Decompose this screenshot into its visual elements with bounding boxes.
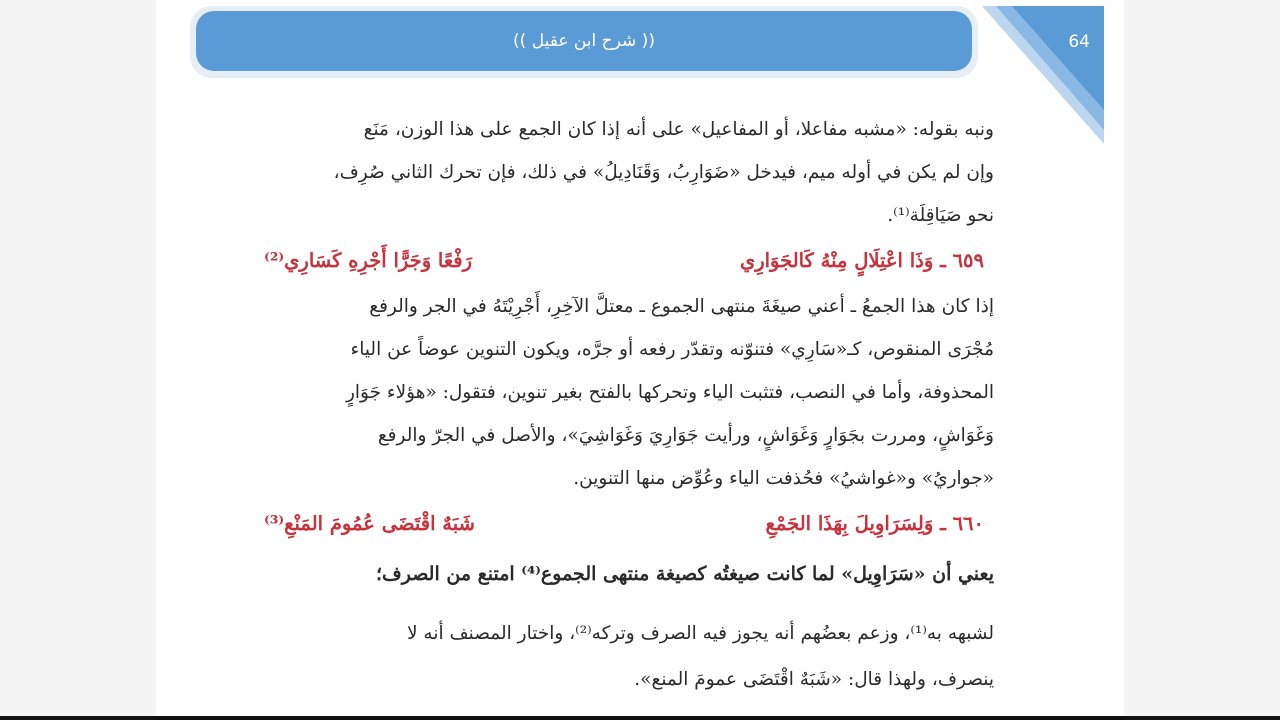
corner-decoration (982, 6, 1104, 144)
text-line-cut: ينصرف، ولهذا قال: «شَبَهٌ اقْتَضَى عمومَ المنع». (634, 669, 994, 690)
verse-second-hemistich: شَبَهٌ اقْتَضَى عُمُومَ المَنْعِ⁽³⁾ (264, 512, 475, 535)
verse-second-hemistich: رَفْعًا وَجَرًّا أَجْرِهِ كَسَارِي⁽²⁾ (264, 249, 473, 272)
book-title: (( شرح ابن عقيل )) (513, 31, 655, 51)
text-line: لشبهه به⁽¹⁾، وزعم بعضُهم أنه يجوز فيه الصرف وتركه⁽²⁾، واختار المصنف أنه لا (407, 623, 994, 644)
document-page (156, 0, 1124, 716)
commentary-line: يعني أن «سَرَاوِيل» لما كانت صيغتُه كصيغة منتهى الجموع⁽⁴⁾ امتنع من الصرف؛ (375, 563, 994, 585)
verse-first-hemistich: ٦٥٩ ـ وَذَا اعْتِلَالٍ مِنْهُ كَالجَوَارِي (739, 249, 984, 272)
text-line: إذا كان هذا الجمعُ ـ أعني صيغَةَ منتهى الجموع ـ معتلَّ الآخِرِ، أَجْرِيْتَهُ في الجر والرفع (369, 296, 994, 317)
verse-first-hemistich: ٦٦٠ ـ وَلِسَرَاوِيلَ بِهَذَا الجَمْعِ (765, 512, 984, 535)
text-line: «جواريُ» و«غواشيُ» فحُذفت الياء وعُوِّض منها التنوين. (573, 468, 994, 489)
text-line: ونبه بقوله: «مشبه مفاعلا، أو المفاعيل» على أنه إذا كان الجمع على هذا الوزن، مَنَع (363, 119, 994, 140)
verse-660 (264, 500, 994, 548)
header-banner (196, 11, 972, 71)
verse-659 (264, 237, 994, 285)
text-line: وإن لم يكن في أوله ميم، فيدخل «ضَوَارِبُ، وَقَنَادِيلُ» في ذلك، فإن تحرك الثاني صُرِف، (333, 162, 994, 183)
text-line: نحو صَيَاقِلَة⁽¹⁾. (887, 205, 994, 226)
page-number: 64 (1068, 32, 1090, 52)
text-line: المحذوفة، وأما في النصب، فتثبت الياء وتحركها بالفتح بغير تنوين، فتقول: «هؤلاء جَوَارٍ (345, 382, 994, 403)
page-content (264, 108, 994, 690)
text-line: مُجْرَى المنقوص، كـ«سَارِي» فتنوّنه وتقدّر رفعه أو جرَّه، ويكون التنوين عوضاً عن الياء (350, 339, 994, 360)
bottom-bar (0, 716, 1280, 720)
text-line: وَغَوَاشٍ، ومررت بجَوَارٍ وَغَوَاشٍ، ورأيت جَوَارِيَ وَغَوَاشِيَ»، والأصل في الجرّ والرفع (377, 425, 994, 446)
